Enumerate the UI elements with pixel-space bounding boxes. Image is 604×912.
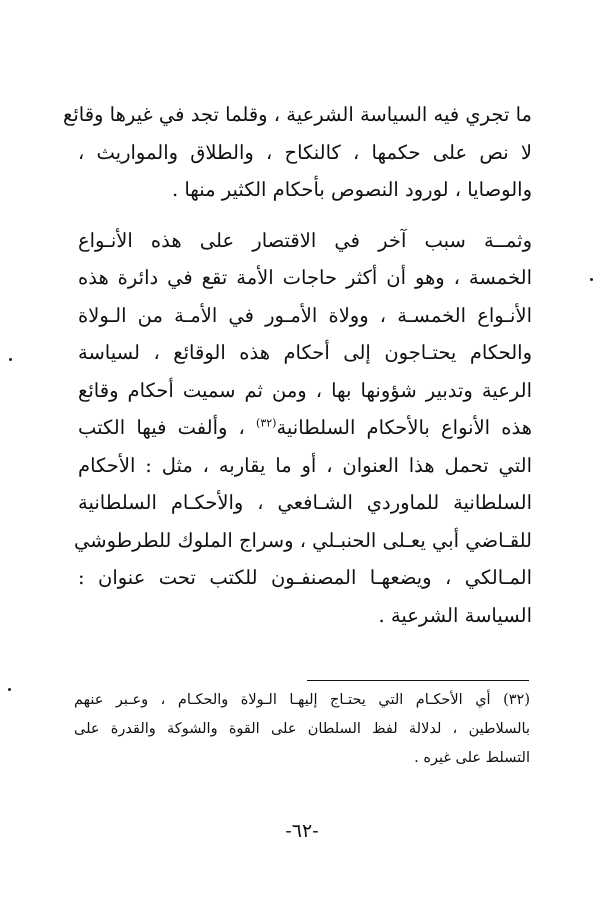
- text-segment: هذه الأنواع بالأحكام السلطانية: [276, 416, 532, 439]
- text-line: والحكام يحتـاجون إلى أحكام هذه الوقائع ، لسياسة: [78, 341, 532, 364]
- text-line: وثمــة سبب آخر في الاقتصار على هذه الأنـواع: [78, 228, 532, 252]
- text-line: الأنـواع الخمسـة ، وولاة الأمـور في الأمـة من الـولاة: [78, 303, 532, 327]
- footnote-reference: (٣٢): [256, 416, 277, 430]
- text-line: السلطانية للماوردي الشـافعي ، والأحكـام السلطانية: [78, 491, 532, 514]
- text-line: ما تجري فيه السياسة الشرعية ، وقلما تجد في غيرها وقائع: [62, 103, 532, 126]
- text-line: والوصايا ، لورود النصوص بأحكام الكثير منها .: [171, 178, 532, 201]
- footnote-line: [74, 686, 530, 715]
- text-line: السياسة الشرعية .: [378, 603, 532, 627]
- text-line: الخمسة ، وهو أن أكثر حاجات الأمة تقع في دائرة هذه: [78, 266, 532, 289]
- main-text: [62, 96, 532, 634]
- text-line-with-note: [78, 409, 532, 447]
- text-line: للقـاضي أبي يعـلى الحنبـلي ، وسراج الملوك للطرطوشي: [74, 528, 532, 552]
- paragraph-gap: [78, 209, 532, 222]
- footnote-separator: [307, 680, 529, 681]
- text-line: الرعية وتدبير شؤونها بها ، ومن ثم سميت أحكام وقائع: [78, 378, 532, 402]
- footnote-line: التسلط على غيره .: [414, 750, 530, 766]
- scan-speck: [9, 358, 12, 361]
- text-line: المـالكي ، ويضعهـا المصنفـون للكتب تحت عنوان :: [78, 566, 532, 589]
- footnote: [74, 686, 530, 773]
- page-number: -٦٢-: [285, 820, 319, 842]
- footnote-text: أي الأحكـام التي يحتـاج إليهـا الـولاة والحكـام ، وعـبر عنهم: [74, 692, 491, 708]
- text-line: لا نص على حكمها ، كالنكاح ، والطلاق والمواريث ،: [78, 140, 532, 164]
- text-segment: ، وألفت فيها الكتب: [78, 416, 245, 439]
- footnote-line: بالسلاطين ، لدلالة لفظ السلطان على القوة والشوكة والقدرة على: [74, 721, 530, 737]
- footnote-number: (٣٢): [503, 692, 531, 708]
- text-line: التي تحمل هذا العنوان ، أو ما يقاربه ، مثل : الأحكام: [78, 453, 532, 477]
- scan-speck: [8, 688, 11, 691]
- scan-speck: [590, 278, 593, 281]
